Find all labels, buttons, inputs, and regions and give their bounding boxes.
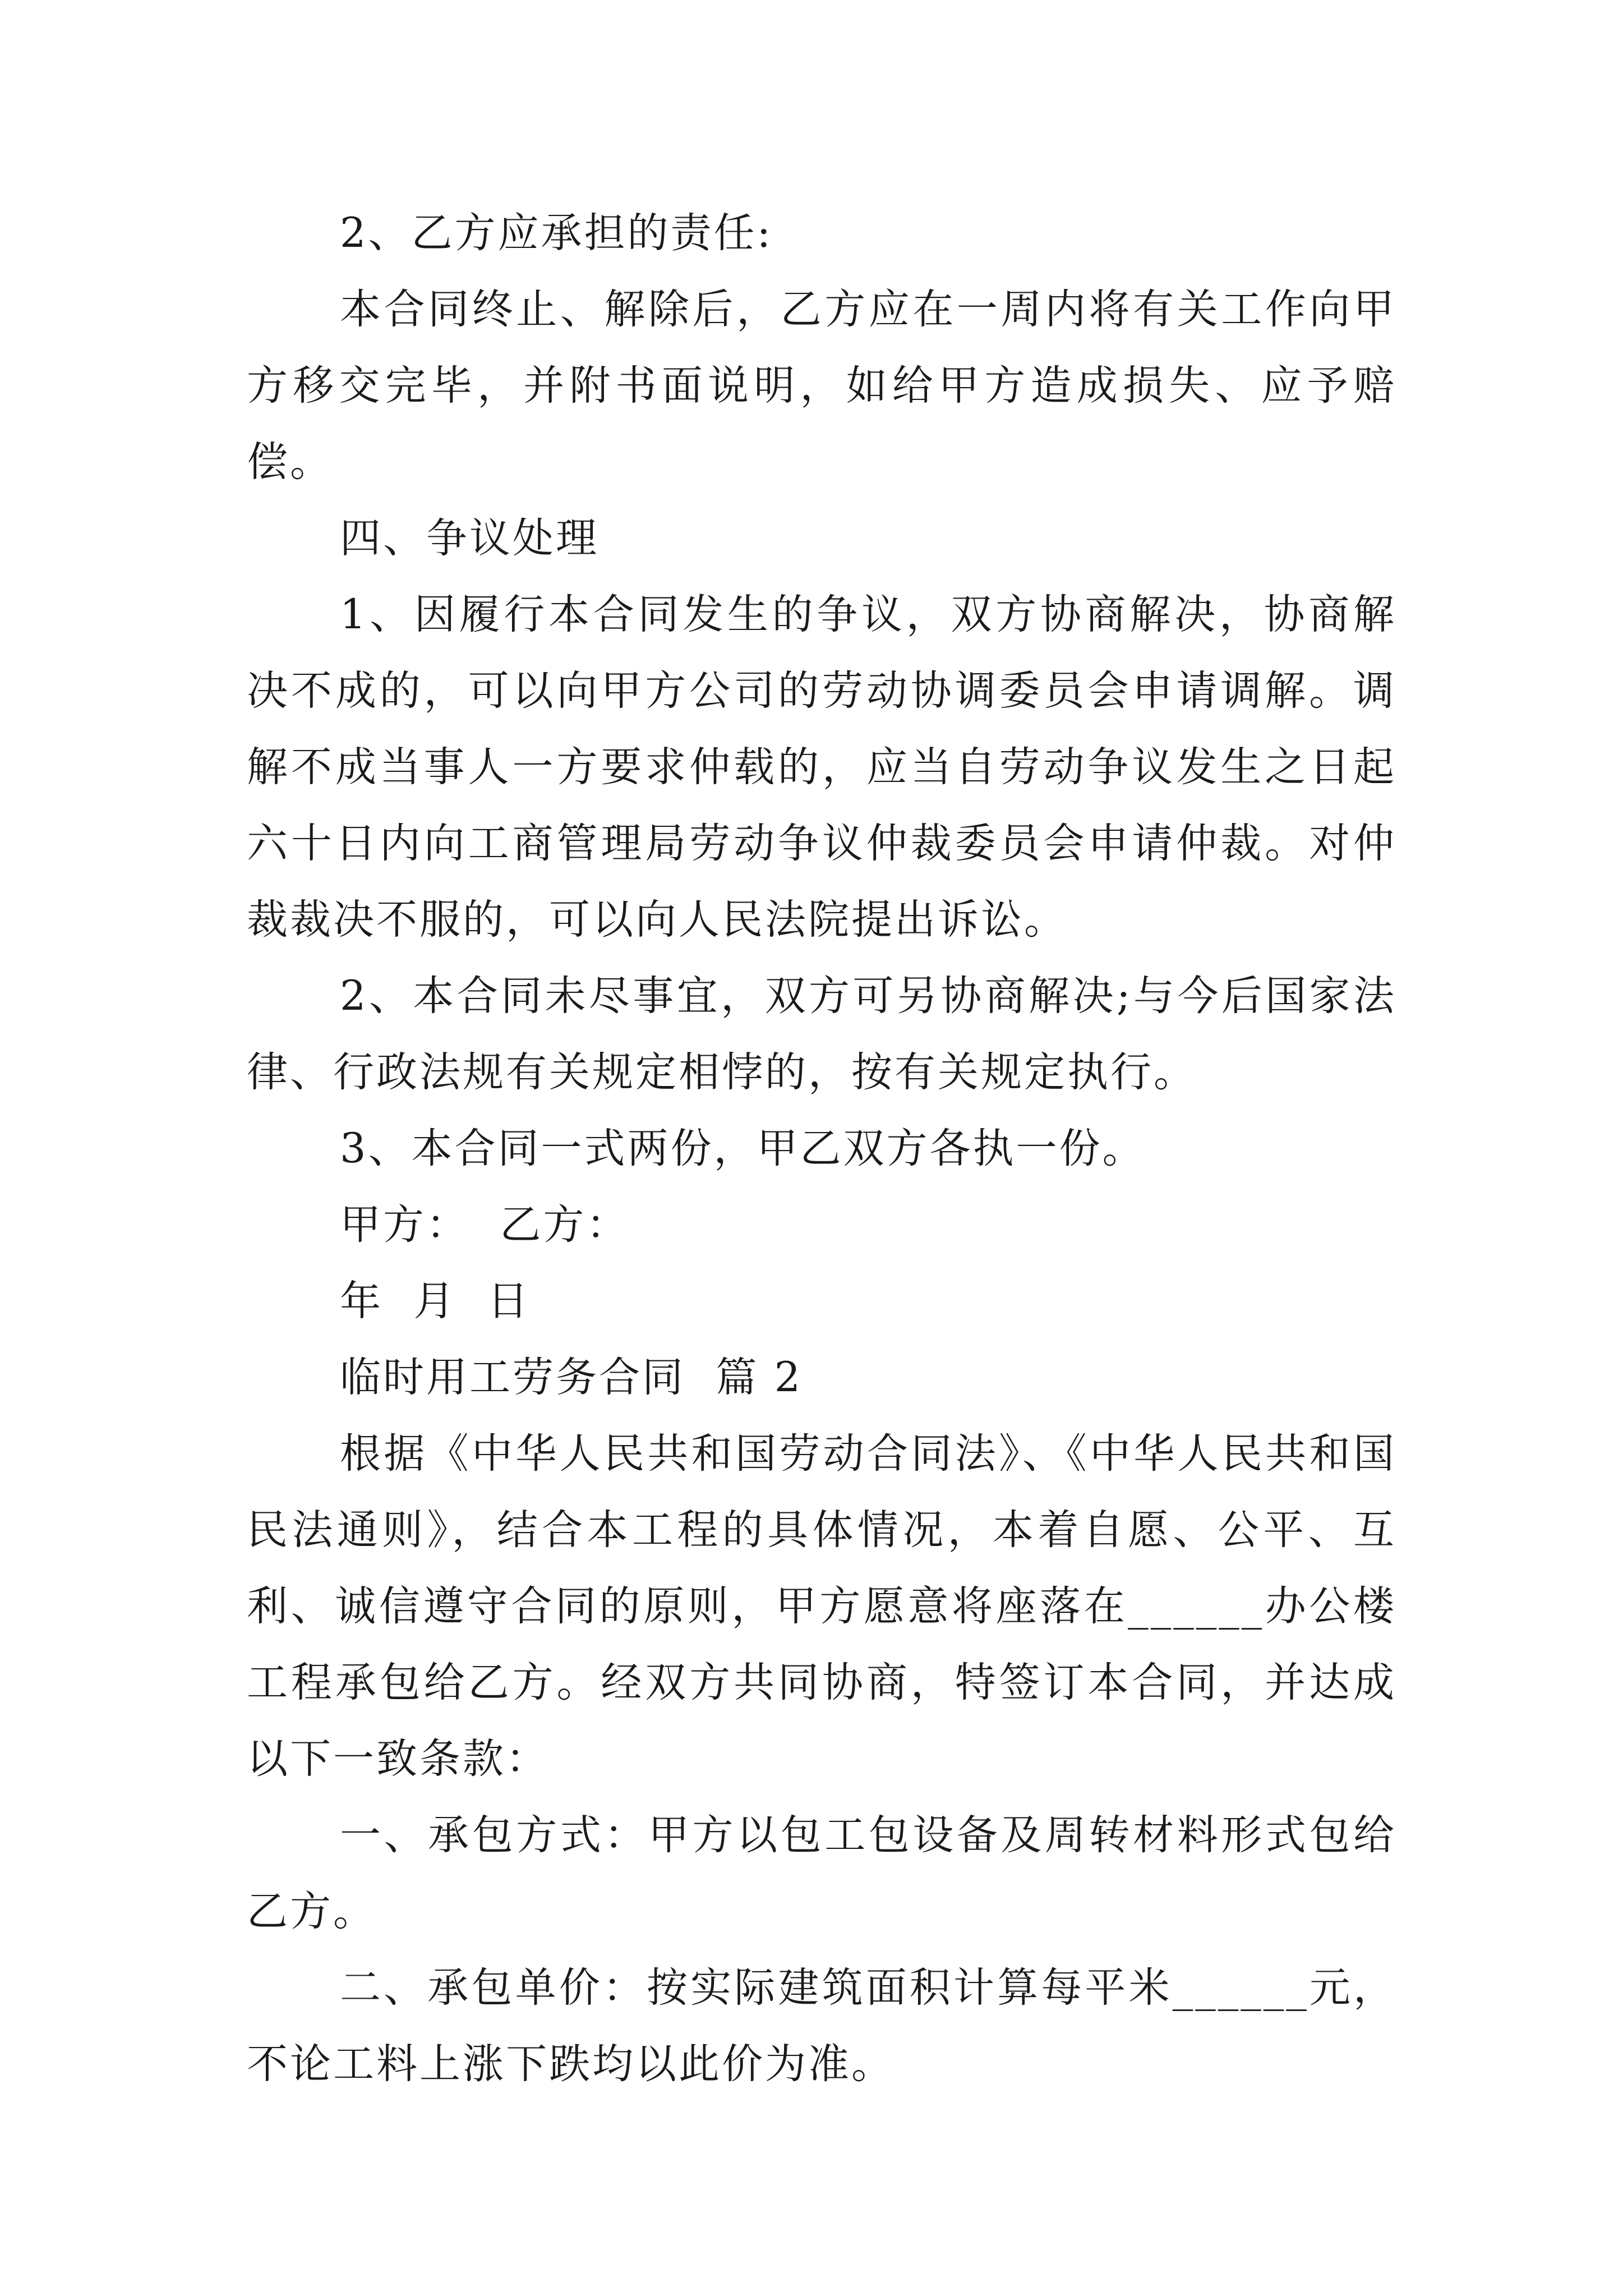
clause-copies: 3、本合同一式两份，甲乙双方各执一份。 bbox=[340, 1125, 1146, 1172]
clause-unit-price: 二、承包单价：按实际建筑面积计算每平米______元，不论工料上涨下跌均以此价为准。 bbox=[247, 1964, 1396, 2088]
clause-handover-text: 本合同终止、解除后，乙方应在一周内将有关工作向甲方移交完毕，并附书面说明，如给甲方造成损失、应予赔偿。 bbox=[247, 286, 1396, 486]
signature-date: 年 月 日 bbox=[340, 1277, 531, 1325]
section-dispute-heading: 四、争议处理 bbox=[340, 514, 599, 562]
clause-unspecified-matters: 2、本合同未尽事宜，双方可另协商解决;与今后国家法律、行政法规有关规定相悖的，按有关规定执行。 bbox=[247, 972, 1396, 1096]
clause-dispute-resolution: 1、因履行本合同发生的争议，双方协商解决，协商解决不成的，可以向甲方公司的劳动协调委员会申请调解。调解不成当事人一方要求仲载的，应当自劳动争议发生之日起六十日内向工商管理局劳动争议仲裁委员会申请仲裁。对仲裁裁决不服的，可以向人民法院提出诉讼。 bbox=[247, 591, 1396, 944]
clause-contract-method: 一、承包方式：甲方以包工包设备及周转材料形式包给乙方。 bbox=[247, 1811, 1396, 1935]
contract-title-part-2: 临时用工劳务合同 篇 2 bbox=[340, 1354, 803, 1401]
signature-parties: 甲方： 乙方： bbox=[340, 1201, 630, 1249]
contract-preamble: 根据《中华人民共和国劳动合同法》、《中华人民共和国民法通则》，结合本工程的具体情况，本着自愿、公平、互利、诚信遵守合同的原则，甲方愿意将座落在______办公楼工程承包给乙方。经双方共同协商，特签订本合同，并达成以下一致条款： bbox=[247, 1430, 1396, 1783]
document-body bbox=[247, 195, 1396, 2102]
clause-party-b-responsibility-heading: 2、乙方应承担的责任: bbox=[340, 209, 773, 257]
